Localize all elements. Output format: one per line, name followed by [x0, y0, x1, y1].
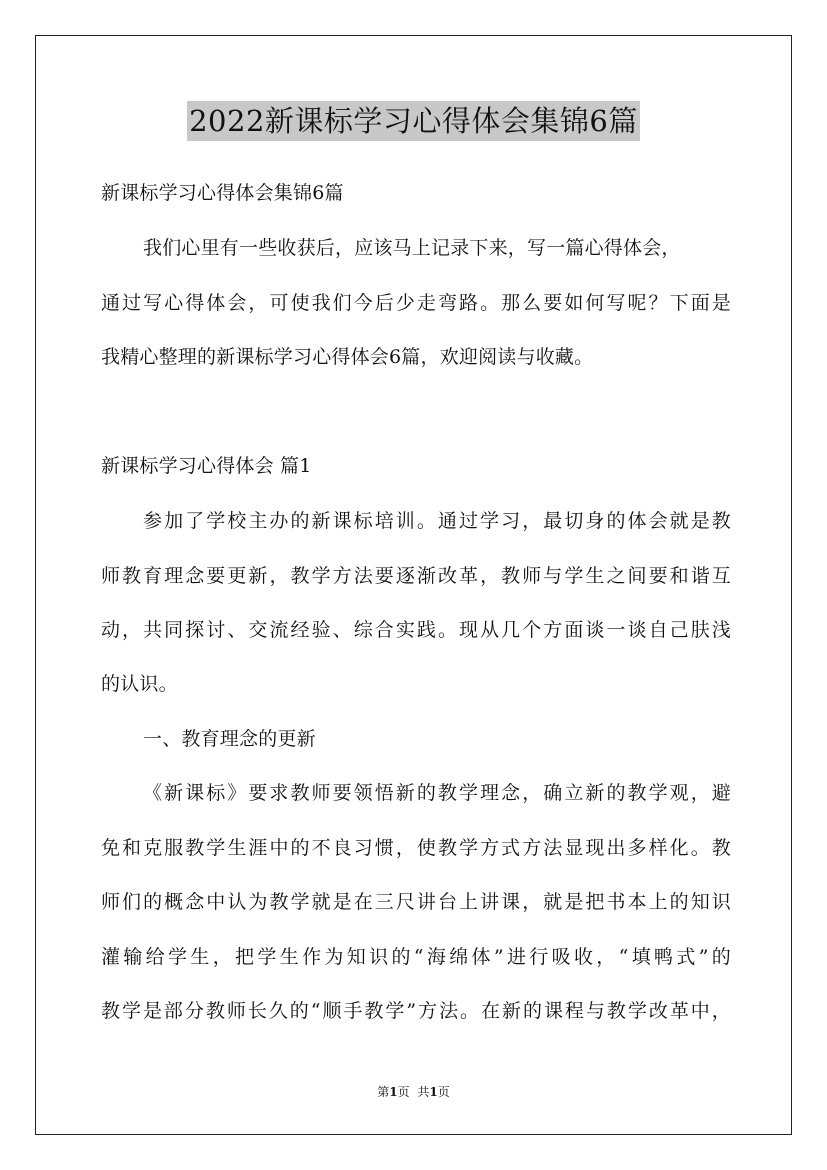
paragraph-1-line-4: 的认识。 — [101, 673, 178, 695]
paragraph-2-line-5: 教学是部分教师长久的“顺手教学”方法。在新的课程与教学改革中， — [101, 1000, 731, 1022]
paragraph-2-line-1: 《新课标》要求教师要领悟新的教学理念，确立新的教学观，避 — [143, 782, 731, 804]
intro-line-2: 通过写心得体会，可使我们今后少走弯路。那么要如何写呢？下面是 — [101, 292, 731, 314]
page-footer — [0, 1084, 827, 1100]
footer-page-number: 1 — [389, 1085, 398, 1099]
paragraph-1-line-1: 参加了学校主办的新课标培训。通过学习，最切身的体会就是教 — [143, 510, 731, 532]
section-heading-1: 新课标学习心得体会 篇1 — [101, 455, 312, 477]
paragraph-2-line-3: 师们的概念中认为教学就是在三尺讲台上讲课，就是把书本上的知识 — [101, 891, 731, 913]
paragraph-2-line-4: 灌输给学生，把学生作为知识的“海绵体”进行吸收，“填鸭式”的 — [101, 946, 731, 968]
title-container — [0, 101, 827, 141]
paragraph-1-line-2: 师教育理念要更新，教学方法要逐渐改革，教师与学生之间要和谐互 — [101, 565, 731, 587]
paragraph-2-line-2: 免和克服教学生涯中的不良习惯，使教学方式方法显现出多样化。教 — [101, 837, 731, 859]
subtitle-line: 新课标学习心得体会集锦6篇 — [101, 182, 344, 204]
subheading-1: 一、教育理念的更新 — [143, 728, 316, 750]
footer-page-prefix: 第 — [377, 1085, 390, 1099]
intro-line-3: 我精心整理的新课标学习心得体会6篇，欢迎阅读与收藏。 — [101, 346, 594, 368]
footer-total-unit: 页 — [437, 1085, 450, 1099]
paragraph-1-line-3: 动，共同探讨、交流经验、综合实践。现从几个方面谈一谈自己肤浅 — [101, 619, 731, 641]
intro-line-1: 我们心里有一些收获后，应该马上记录下来，写一篇心得体会， — [143, 237, 681, 259]
footer-total-prefix: 共 — [417, 1085, 430, 1099]
footer-page-unit: 页 — [397, 1085, 410, 1099]
document-title: 2022新课标学习心得体会集锦6篇 — [187, 101, 640, 141]
footer-total-number: 1 — [429, 1085, 438, 1099]
